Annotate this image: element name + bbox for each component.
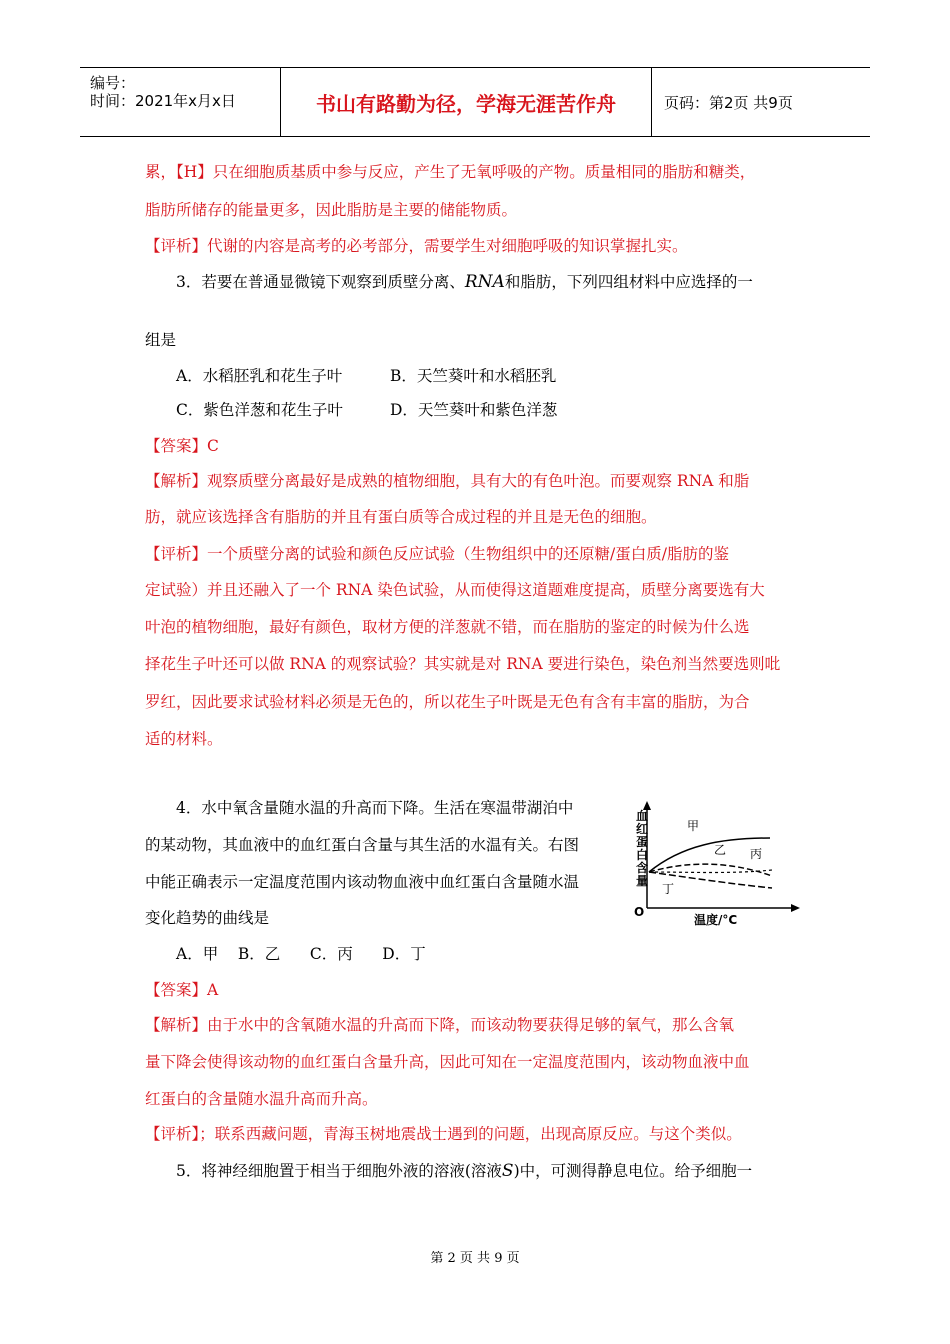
option-d: D．天竺葵叶和紫色洋葱: [390, 401, 558, 419]
question-5: [176, 1161, 752, 1181]
label-yi: 乙: [714, 843, 727, 857]
answer-4: 【答案】A: [145, 981, 219, 999]
solution-s: S: [501, 1161, 514, 1181]
option-a: A．水稻胚乳和花生子叶: [176, 367, 343, 385]
question-text: 5．将神经细胞置于相当于细胞外液的溶液(溶液: [176, 1162, 502, 1180]
label-ding: 丁: [662, 882, 675, 896]
curve-bing: [649, 870, 772, 873]
question-text: 和脂肪，下列四组材料中应选择的一: [504, 273, 753, 291]
analysis-line: 量下降会使得该动物的血红蛋白含量升高，因此可知在一定温度范围内，该动物血液中血: [145, 1053, 750, 1071]
question-4-options: A．甲 B．乙 C．丙 D．丁: [176, 945, 426, 963]
curve-yi: [649, 864, 772, 876]
header-time: 时间：2021年x月x日: [90, 92, 236, 110]
page-footer: 第 2 页 共 9 页: [430, 1251, 520, 1266]
text-line: 脂肪所储存的能量更多，因此脂肪是主要的储能物质。: [145, 201, 518, 219]
x-axis-label: 温度/°C: [694, 913, 738, 927]
header-number: 编号：: [90, 74, 136, 92]
question-text: 的某动物，其血液中的血红蛋白含量与其生活的水温有关。右图: [145, 836, 580, 854]
question-3: [176, 272, 753, 292]
y-axis-label: 血红蛋白含量: [636, 809, 649, 888]
comment-line: 【评析】一个质壁分离的试验和颜色反应试验（生物组织中的还原糖/蛋白质/脂肪的鉴: [145, 545, 729, 563]
question-text: )中，可测得静息电位。给予细胞一: [513, 1162, 753, 1180]
header-page: 页码：第2页 共9页: [664, 94, 793, 112]
page-header: [80, 67, 870, 137]
question-text: 组是: [145, 331, 177, 349]
header-meta: [80, 68, 281, 136]
header-motto: 书山有路勤为径，学海无涯苦作舟: [281, 68, 652, 136]
label-jia: 甲: [687, 819, 700, 833]
analysis-line: 肪，就应该选择含有脂肪的并且有蛋白质等合成过程的并且是无色的细胞。: [145, 508, 657, 526]
question-text: 变化趋势的曲线是: [145, 909, 270, 927]
comment-line: 罗红，因此要求试验材料必须是无色的，所以花生子叶既是无色有含有丰富的脂肪，为合: [145, 693, 750, 711]
analysis-line: 红蛋白的含量随水温升高而升高。: [145, 1090, 378, 1108]
option-c: C．紫色洋葱和花生子叶: [176, 401, 343, 419]
rna-term: RNA: [464, 272, 505, 292]
question-text: 3．若要在普通显微镜下观察到质壁分离、: [176, 273, 465, 291]
analysis-line: 【解析】观察质壁分离最好是成熟的植物细胞，具有大的有色叶泡。而要观察 RNA 和脂: [145, 472, 750, 490]
x-arrow: [791, 904, 800, 912]
comment-line: 定试验）并且还融入了一个 RNA 染色试验，从而使得这道题难度提高，质壁分离要选有大: [145, 581, 765, 599]
question-text: 中能正确表示一定温度范围内该动物血液中血红蛋白含量随水温: [145, 873, 580, 891]
hemoglobin-figure: [622, 800, 802, 930]
question-4: 4．水中氧含量随水温的升高而下降。生活在寒温带湖泊中: [176, 799, 574, 817]
option-b: B．天竺葵叶和水稻胚乳: [390, 367, 557, 385]
answer-3: 【答案】C: [145, 437, 219, 455]
text-line: 累，【H】只在细胞质基质中参与反应，产生了无氧呼吸的产物。质量相同的脂肪和糖类，: [145, 163, 756, 181]
origin-label: O: [634, 905, 645, 919]
label-bing: 丙: [750, 847, 763, 861]
comment-line: 叶泡的植物细胞，最好有颜色，取材方便的洋葱就不错，而在脂肪的鉴定的时候为什么选: [145, 618, 750, 636]
comment-line: 择花生子叶还可以做 RNA 的观察试验？其实就是对 RNA 要进行染色，染色剂当然要选则吡: [145, 655, 781, 673]
comment-line: 【评析】；联系西藏问题，青海玉树地震战士遇到的问题，出现高原反应。与这个类似。: [145, 1125, 742, 1143]
comment-line: 适的材料。: [145, 730, 223, 748]
comment-line: 【评析】代谢的内容是高考的必考部分，需要学生对细胞呼吸的知识掌握扎实。: [145, 237, 688, 255]
analysis-line: 【解析】由于水中的含氧随水温的升高而下降，而该动物要获得足够的氧气，那么含氧: [145, 1016, 735, 1034]
